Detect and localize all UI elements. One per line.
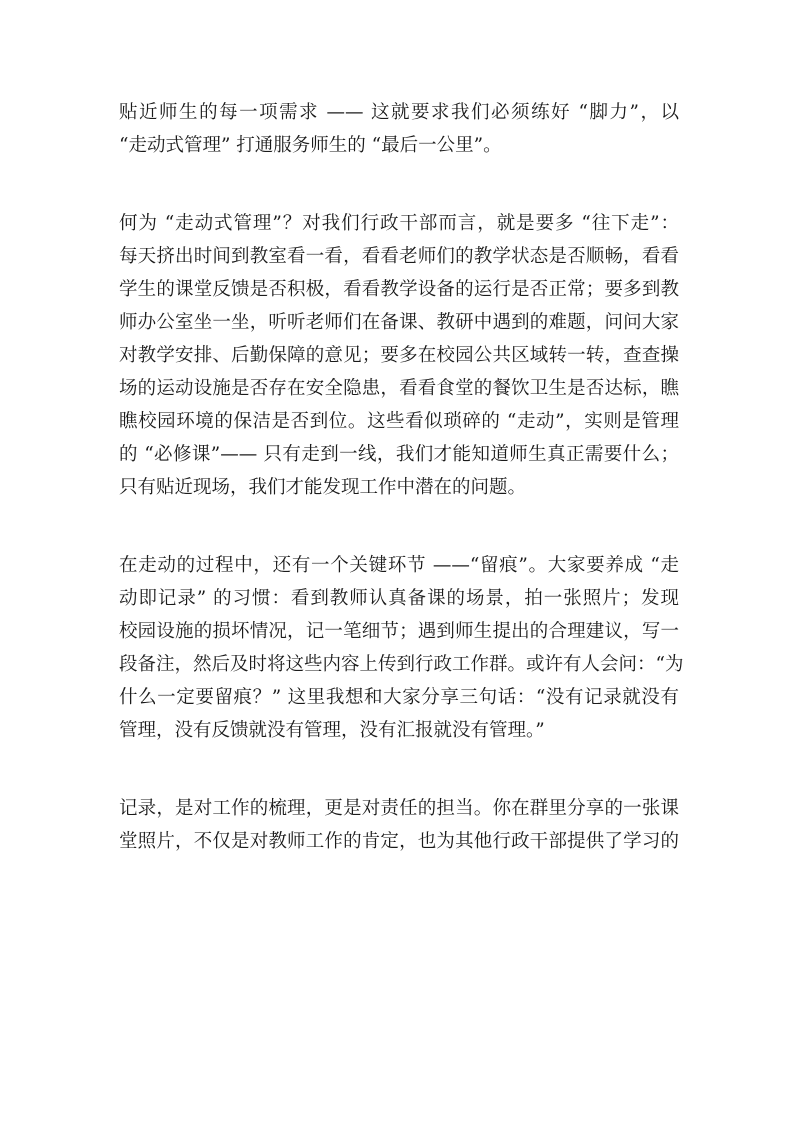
paragraph-4	[119, 792, 679, 858]
text-line: “走动式管理” 打通服务师生的 “最后一公里”。	[119, 135, 502, 156]
text-line: 场的运动设施是否存在安全隐患，看看食堂的餐饮卫生是否达标，瞧	[119, 378, 679, 399]
paragraph-3	[119, 549, 684, 747]
paragraph-gap	[119, 504, 679, 549]
text-line: 校园设施的损坏情况，记一笔细节；遇到师生提出的合理建议，写一	[119, 621, 679, 642]
text-line: 记录，是对工作的梳理，更是对责任的担当。你在群里分享的一张课	[119, 798, 679, 819]
text-line: 师办公室坐一坐，听听老师们在备课、教研中遇到的难题，问问大家	[119, 312, 679, 333]
text-line: 管理，没有反馈就没有管理，没有汇报就没有管理。”	[119, 720, 545, 741]
paragraph-gap	[119, 747, 679, 792]
paragraph-1	[119, 96, 679, 162]
text-line: 每天挤出时间到教室看一看，看看老师们的教学状态是否顺畅，看看	[119, 246, 679, 267]
document-body	[119, 96, 684, 858]
text-line: 在走动的过程中，还有一个关键环节 ——“留痕”。大家要养成 “走	[119, 555, 679, 576]
text-line: 动即记录” 的习惯：看到教师认真备课的场景，拍一张照片；发现	[119, 588, 679, 609]
text-line: 瞧校园环境的保洁是否到位。这些看似琐碎的 “走动”，实则是管理	[119, 411, 679, 432]
text-line: 学生的课堂反馈是否积极，看看教学设备的运行是否正常；要多到教	[119, 279, 679, 300]
text-line: 堂照片，不仅是对教师工作的肯定，也为其他行政干部提供了学习的	[119, 831, 679, 852]
text-line: 贴近师生的每一项需求 —— 这就要求我们必须练好 “脚力”，以	[119, 102, 679, 123]
text-line: 什么一定要留痕？” 这里我想和大家分享三句话：“没有记录就没有	[119, 687, 679, 708]
text-line: 的 “必修课”—— 只有走到一线，我们才能知道师生真正需要什么；	[119, 444, 679, 465]
text-line: 只有贴近现场，我们才能发现工作中潜在的问题。	[119, 477, 527, 498]
paragraph-2	[119, 207, 679, 504]
text-line: 何为 “走动式管理”？对我们行政干部而言，就是要多 “往下走”：	[119, 213, 679, 234]
text-line: 对教学安排、后勤保障的意见；要多在校园公共区域转一转，查查操	[119, 345, 679, 366]
paragraph-gap	[119, 162, 679, 207]
text-line: 段备注，然后及时将这些内容上传到行政工作群。或许有人会问：“为	[119, 654, 684, 675]
